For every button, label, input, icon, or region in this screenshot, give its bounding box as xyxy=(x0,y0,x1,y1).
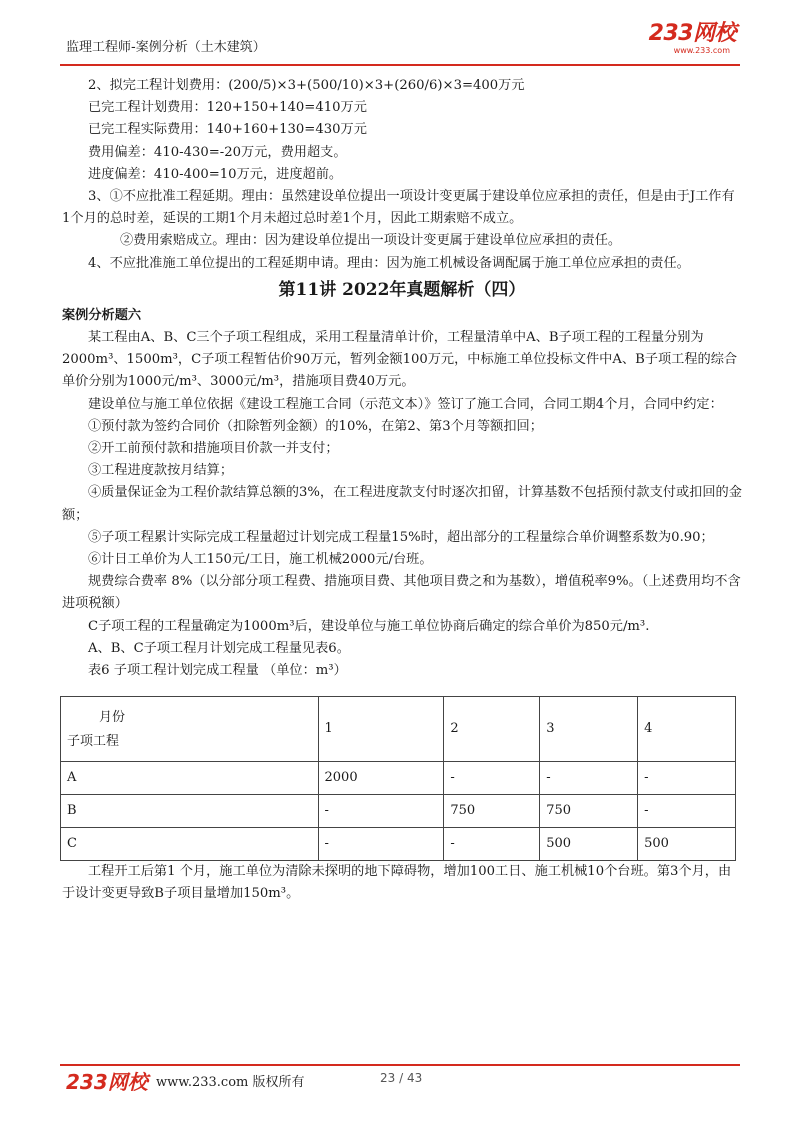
corner-item-label: 子项工程 xyxy=(67,734,120,750)
section-title: 第11讲 2022年真题解析（四） xyxy=(278,279,526,300)
table-cell: 500 xyxy=(638,828,736,861)
month-header: 4 xyxy=(638,697,736,762)
planned-quantity-table xyxy=(60,696,736,861)
case-paragraph: ①预付款为签约合同价（扣除暂列金额）的10%，在第2、第3个月等额扣回； xyxy=(88,418,543,434)
answer-paragraph: 已完工程实际费用：140+160+130=430万元 xyxy=(88,122,367,138)
case-title: 案例分析题六 xyxy=(62,307,142,323)
case-paragraph: A、B、C子项工程月计划完成工程量见表6。 xyxy=(88,640,350,656)
table-row xyxy=(61,828,736,861)
table-cell: - xyxy=(318,795,444,828)
table-cell: - xyxy=(540,762,638,795)
table-row xyxy=(61,795,736,828)
month-header: 3 xyxy=(540,697,638,762)
page-content xyxy=(62,75,742,906)
answer-paragraph: 3、①不应批准工程延期。理由：虽然建设单位提出一项设计变更属于建设单位应承担的责任，但是由于J工作有1个月的总时差，延误的工期1个月未超过总时差1个月，因此工期索赔不成立。 xyxy=(62,189,735,227)
table-header-row xyxy=(61,697,736,762)
case-paragraph: C子项工程的工程量确定为1000m³后，建设单位与施工单位协商后确定的综合单价为850元/m³. xyxy=(88,618,650,634)
answer-paragraph: 4、不应批准施工单位提出的工程延期申请。理由：因为施工机械设备调配属于施工单位应承担的责任。 xyxy=(88,255,690,271)
table-cell: 500 xyxy=(540,828,638,861)
table-cell: - xyxy=(444,762,540,795)
header-divider xyxy=(60,64,740,66)
table-cell: - xyxy=(638,795,736,828)
brand-logo-url: www.233.com xyxy=(673,46,730,55)
case-paragraph: 规费综合费率 8%（以分部分项工程费、措施项目费、其他项目费之和为基数），增值税率9%。（上述费用均不含进项税额） xyxy=(62,574,741,612)
brand-logo[interactable] xyxy=(649,22,736,56)
answer-paragraph: 进度偏差：410-400=10万元，进度超前。 xyxy=(88,166,343,182)
table-caption: 表6 子项工程计划完成工程量 （单位：m³） xyxy=(88,663,347,679)
answer-paragraph: ②费用索赔成立。理由：因为建设单位提出一项设计变更属于建设单位应承担的责任。 xyxy=(120,233,622,249)
case-paragraph: ③工程进度款按月结算； xyxy=(88,463,234,479)
table-cell: - xyxy=(638,762,736,795)
header-title: 监理工程师-案例分析（土木建筑） xyxy=(66,40,266,55)
table-cell: 750 xyxy=(444,795,540,828)
table-cell: - xyxy=(318,828,444,861)
closing-paragraph: 工程开工后第1 个月，施工单位为清除未探明的地下障碍物，增加100工日、施工机械10个台班。第3个月，由于设计变更导致B子项目量增加150m³。 xyxy=(62,864,732,902)
corner-month-label: 月份 xyxy=(99,710,126,726)
table-cell: 2000 xyxy=(318,762,444,795)
footer-divider xyxy=(60,1064,740,1066)
footer-logo[interactable]: 233网校 xyxy=(66,1070,148,1094)
month-header: 1 xyxy=(318,697,444,762)
case-paragraph: ⑤子项工程累计实际完成工程量超过计划完成工程量15%时，超出部分的工程量综合单价调整系数为0.90； xyxy=(88,529,714,545)
answer-paragraph: 费用偏差：410-430=-20万元，费用超支。 xyxy=(88,144,347,160)
table-row xyxy=(61,762,736,795)
month-header: 2 xyxy=(444,697,540,762)
row-label: C xyxy=(61,828,319,861)
case-paragraph: 某工程由A、B、C三个子项工程组成，采用工程量清单计价，工程量清单中A、B子项工程的工程量分别为2000m³、1500m³，C子项工程暂估价90万元，暂列金额100万元，中标施工单位投标文件中A、B子项工程的综合单价分别为1000元/m³、3000元/m³，措施项目费40万元。 xyxy=(62,330,738,390)
row-label: A xyxy=(61,762,319,795)
table-corner-cell xyxy=(61,697,319,762)
page-header xyxy=(60,22,740,62)
case-paragraph: ⑥计日工单价为人工150元/工日，施工机械2000元/台班。 xyxy=(88,552,433,568)
case-paragraph: ④质量保证金为工程价款结算总额的3%，在工程进度款支付时逐次扣留，计算基数不包括预付款支付或扣回的金额； xyxy=(62,485,742,523)
brand-logo-text: 233网校 xyxy=(648,21,736,46)
answer-paragraph: 已完工程计划费用：120+150+140=410万元 xyxy=(88,100,367,116)
table-cell: - xyxy=(444,828,540,861)
table-cell: 750 xyxy=(540,795,638,828)
page-number: 23 / 43 xyxy=(380,1071,423,1085)
footer-copyright: www.233.com 版权所有 xyxy=(156,1075,305,1090)
case-paragraph: 建设单位与施工单位依据《建设工程施工合同（示范文本）》签订了施工合同，合同工期4个月，合同中约定： xyxy=(88,396,723,412)
row-label: B xyxy=(61,795,319,828)
case-paragraph: ②开工前预付款和措施项目价款一并支付； xyxy=(88,441,339,457)
answer-paragraph: 2、拟完工程计划费用：(200/5)×3+(500/10)×3+(260/6)×3=400万元 xyxy=(88,78,525,93)
